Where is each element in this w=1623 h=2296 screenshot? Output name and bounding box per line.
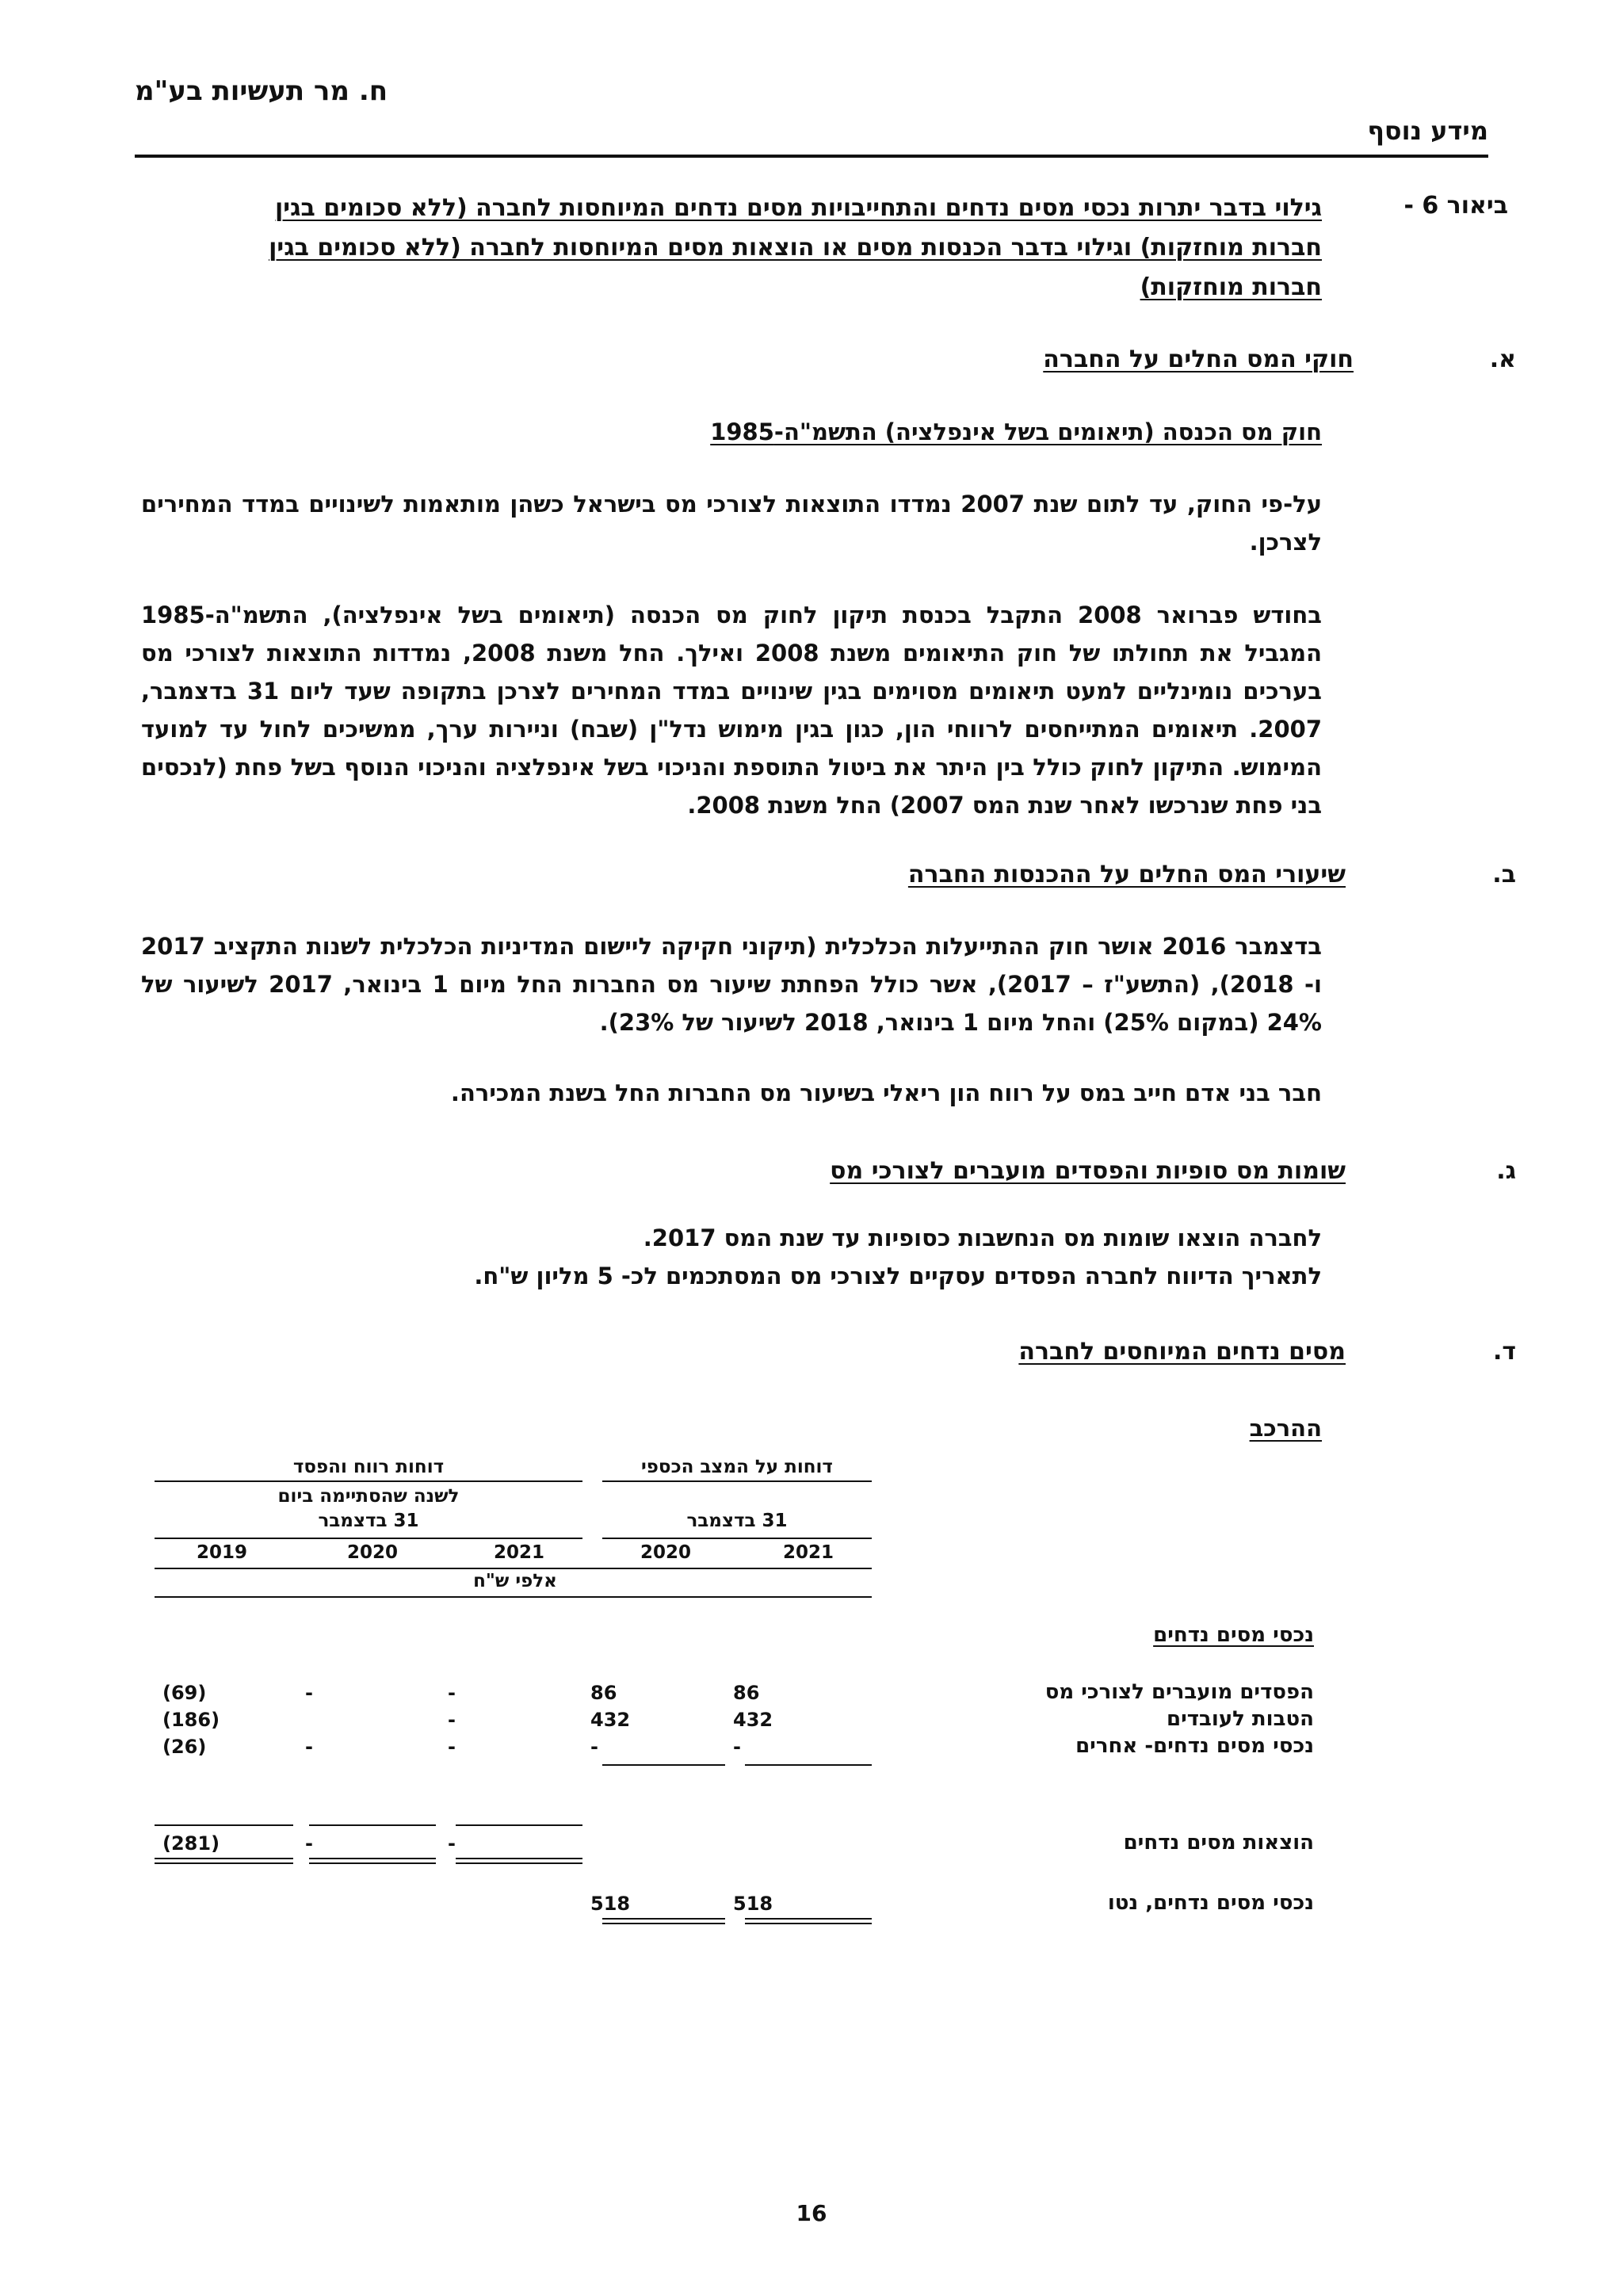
row-label: נכסי מסים נדחים- אחרים: [1075, 1734, 1314, 1758]
section-a-p2-text: בחודש פברואר 2008 התקבל בכנסת תיקון לחוק מס הכנסה (תיאומים בשל אינפלציה), התשמ"ה-1985 המגביל את תחולתו של חוק התיאומים משנת 2008 ואילך. החל משנת 2008, נמדדות התוצאות לצורכי מס בערכים נומינליים למעט תיאומים מסוימים בגין שינויים במדד המחירים לצרכן בתקופה שעד ליום 31 בדצמבר, 2007. תיאומים המתייחסים לרווחי הון, כגון בגין מימוש נדל"ן (שבח) וניירות ערך, ממשיכים לחול עד למועד המימוש. התיקון לחוק כולל בין היתר את ביטול התוספת והניכוי בשל אינפלציה והניכוי הנוסף בשל פחת (לנכסים בני פחת שנרכשו לאחר שנת המס 2007) החל משנת 2008.: [141, 602, 1322, 819]
section-b-paragraph-1: [141, 927, 1322, 1041]
rule-unit: [155, 1596, 872, 1598]
group-header-pl: דוחות רווח והפסד: [292, 1457, 445, 1477]
pl-period-line1: לשנה שהסתיימה ביום: [277, 1486, 460, 1507]
note-title-line2: חברות מוחזקות) וגילוי בדבר הכנסות מסים או הוצאות מסים המיוחסות לחברה (ללא סכומים בגין: [269, 234, 1322, 262]
rule-years: [155, 1568, 872, 1569]
cell: -: [305, 1682, 313, 1704]
cell: -: [305, 1832, 313, 1855]
rule-balance-period: [602, 1538, 872, 1539]
cell: 86: [733, 1682, 760, 1704]
rule-subtotal: [745, 1764, 872, 1766]
net-label: נכסי מסים נדחים, נטו: [1107, 1891, 1314, 1915]
cell: -: [305, 1736, 313, 1758]
year-header: 2021: [493, 1542, 544, 1563]
cell: -: [733, 1736, 741, 1758]
section-c-letter: ג.: [1496, 1157, 1516, 1185]
section-title: מידע נוסף: [1367, 116, 1488, 146]
cell: -: [590, 1736, 598, 1758]
section-c-line1: לחברה הוצאו שומות מס הנחשבות כסופיות עד שנת המס 2017.: [643, 1224, 1322, 1251]
section-b-paragraph-2: חבר בני אדם חייב במס על רווח הון ריאלי בשיעור מס החברות החל בשנת המכירה.: [450, 1079, 1322, 1106]
section-d-title: מסים נדחים המיוחסים לחברה: [1018, 1338, 1346, 1366]
section-a-p1-text: על-פי החוק, עד לתום שנת 2007 נמדדו התוצאות לצורכי מס בישראל כשהן מותאמות לשינויים במדד המחירים לצרכן.: [141, 491, 1323, 556]
section-c-line2: לתאריך הדיווח לחברה הפסדים עסקיים לצורכי מס המסתכמים לכ- 5 מליון ש"ח.: [474, 1263, 1322, 1289]
cell: -: [448, 1832, 456, 1855]
cell: (281): [162, 1832, 220, 1855]
cell: 86: [590, 1682, 617, 1704]
cell: -: [448, 1682, 456, 1704]
pl-period-line2: 31 בדצמבר: [318, 1511, 419, 1531]
cell: (26): [162, 1736, 207, 1758]
rule-total-double: [155, 1858, 293, 1864]
rule-subtotal: [456, 1824, 582, 1826]
unit-label: אלפי ש"ח: [473, 1571, 557, 1591]
row-label: הטבות לעובדים: [1167, 1707, 1314, 1731]
group-header-balance: דוחות על המצב הכספי: [641, 1457, 833, 1477]
rule-pl-period: [155, 1538, 582, 1539]
section-b-letter: ב.: [1492, 861, 1516, 888]
section-a-subtitle: חוק מס הכנסה (תיאומים בשל אינפלציה) התשמ"ה-1985: [710, 418, 1322, 445]
section-a-letter: א.: [1489, 346, 1516, 373]
year-header: 2019: [196, 1542, 247, 1563]
rule-subtotal: [155, 1824, 293, 1826]
section-b-title: שיעורי המס החלים על ההכנסות החברה: [907, 861, 1346, 888]
cell: 432: [590, 1709, 631, 1731]
balance-period: 31 בדצמבר: [686, 1511, 788, 1531]
cell: 432: [733, 1709, 773, 1731]
rule-total-double: [745, 1918, 872, 1924]
cell: (69): [162, 1682, 207, 1704]
section-a-title: חוקי המס החלים על החברה: [1043, 346, 1354, 373]
composition-label: ההרכב: [1249, 1415, 1322, 1442]
rule-pl-group: [155, 1480, 582, 1482]
year-header: 2020: [346, 1542, 398, 1563]
company-name: ח. מר תעשיות בע"מ: [135, 75, 388, 107]
year-header: 2020: [640, 1542, 691, 1563]
header-rule: [135, 155, 1488, 158]
section-b-p1-text: בדצמבר 2016 אושר חוק ההתייעלות הכלכלית (תיקוני חקיקה ליישום המדיניות הכלכלית לשנות התקציב 2017 ו- 2018), (התשע"ז – 2017), אשר כולל הפחתת שיעור מס החברות החל מיום 1 בינואר, 2017 לשיעור של 24% (במקום 25%) והחל מיום 1 בינואר, 2018 לשיעור של 23%).: [141, 933, 1323, 1036]
note-title-line1: גילוי בדבר יתרות נכסי מסים נדחים והתחייבויות מסים נדחים המיוחסות לחברה (ללא סכומים בגין: [275, 194, 1322, 222]
cell: 518: [733, 1893, 773, 1915]
rule-total-double: [602, 1918, 725, 1924]
rule-subtotal: [602, 1764, 725, 1766]
cell: -: [448, 1709, 456, 1731]
section-d-letter: ד.: [1492, 1338, 1516, 1366]
cell: -: [448, 1736, 456, 1758]
rule-total-double: [309, 1858, 436, 1864]
row-label: הפסדים מועברים לצורכי מס: [1044, 1680, 1314, 1704]
rule-balance-group: [602, 1480, 872, 1482]
year-header: 2021: [782, 1542, 834, 1563]
page-number: 16: [796, 2200, 827, 2226]
deferred-assets-section-label: נכסי מסים נדחים: [1153, 1623, 1314, 1647]
section-c-title: שומות מס סופיות והפסדים מועברים לצורכי מס: [830, 1157, 1346, 1185]
cell: 518: [590, 1893, 631, 1915]
section-a-paragraph-1: [141, 485, 1322, 561]
rule-total-double: [456, 1858, 582, 1864]
rule-subtotal: [309, 1824, 436, 1826]
section-a-paragraph-2: [141, 596, 1322, 824]
note-title: [141, 189, 1322, 308]
note-label: ביאור 6 -: [1403, 192, 1508, 220]
note-title-line3: חברות מוחזקות): [1140, 273, 1322, 301]
expense-label: הוצאות מסים נדחים: [1123, 1831, 1314, 1855]
cell: (186): [162, 1709, 220, 1731]
